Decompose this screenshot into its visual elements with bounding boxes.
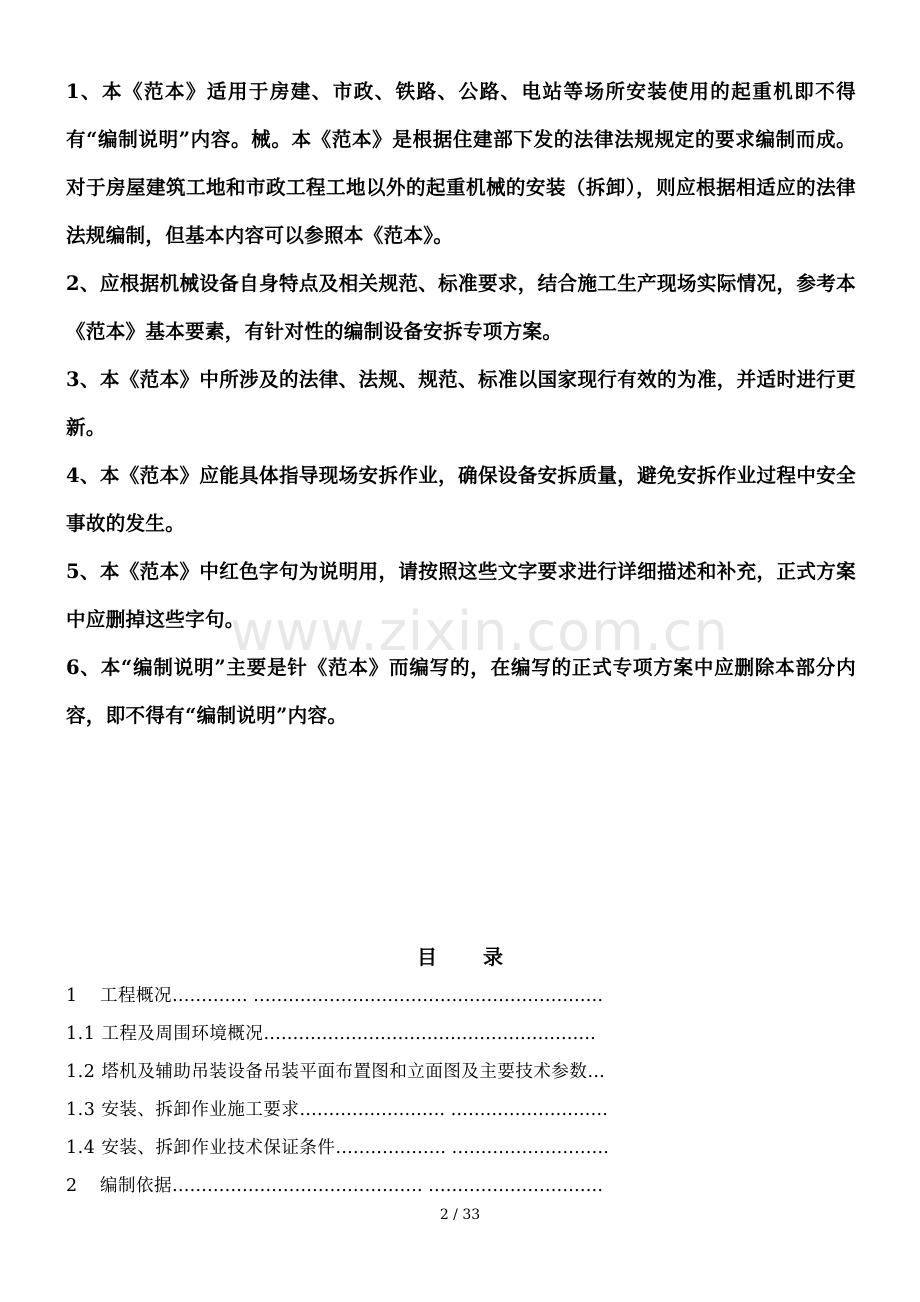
toc-leader-dots: ……………………………………. ………………………… bbox=[172, 1176, 604, 1196]
toc-entry-number: 1.2 bbox=[66, 1062, 96, 1082]
toc-title-right: 录 bbox=[483, 945, 503, 969]
note-paragraph-4: 4、本《范本》应能具体指导现场安拆作业，确保设备安拆质量，避免安拆作业过程中安全事故的发生。 bbox=[66, 464, 856, 535]
toc-entry-number: 1.3 bbox=[66, 1100, 96, 1120]
toc-entry-1-1[interactable] bbox=[66, 1015, 726, 1053]
toc-entry-title: 编制依据 bbox=[100, 1176, 172, 1196]
toc-entry-1-2[interactable] bbox=[66, 1053, 726, 1091]
note-paragraph-6: 6、本“编制说明”主要是针《范本》而编写的，在编写的正式专项方案中应删除本部分内容，即不得有“编制说明”内容。 bbox=[66, 656, 856, 727]
toc-entry-title: 安装、拆卸作业施工要求 bbox=[101, 1100, 300, 1120]
toc-entry-title: 安装、拆卸作业技术保证条件 bbox=[101, 1138, 336, 1158]
page-number: 2 / 33 bbox=[439, 1207, 481, 1223]
toc-entry-1-3[interactable] bbox=[66, 1091, 726, 1129]
table-of-contents bbox=[66, 977, 726, 1205]
compilation-notes bbox=[66, 68, 856, 740]
toc-leader-dots: ………………. ……………………… bbox=[335, 1138, 610, 1158]
toc-entry-number: 1.1 bbox=[66, 1024, 96, 1044]
toc-leader-dots: … bbox=[587, 1062, 605, 1082]
watermark: www.zixin.com.cn bbox=[230, 600, 729, 663]
toc-entry-number: 1.4 bbox=[66, 1138, 96, 1158]
toc-entry-1-4[interactable] bbox=[66, 1129, 726, 1167]
note-paragraph-2: 2、应根据机械设备自身特点及相关规范、标准要求，结合施工生产现场实际情况，参考本《范本》基本要素，有针对性的编制设备安拆专项方案。 bbox=[66, 272, 856, 343]
toc-entry-number: 2 bbox=[66, 1176, 78, 1196]
toc-leader-dots: ……………………. ……………………… bbox=[299, 1100, 609, 1120]
toc-entry-title: 工程及周围环境概况 bbox=[101, 1024, 264, 1044]
toc-entry-1[interactable] bbox=[66, 977, 726, 1015]
toc-entry-title: 塔机及辅助吊装设备吊装平面布置图和立面图及主要技术参数 bbox=[101, 1062, 588, 1082]
toc-entry-number: 1 bbox=[66, 986, 78, 1006]
note-paragraph-5: 5、本《范本》中红色字句为说明用，请按照这些文字要求进行详细描述和补充，正式方案中应删掉这些字句。 bbox=[66, 560, 856, 631]
toc-entry-title: 工程概况 bbox=[100, 986, 172, 1006]
toc-title bbox=[0, 940, 920, 974]
note-paragraph-1: 1、本《范本》适用于房建、市政、铁路、公路、电站等场所安装使用的起重机即不得有“编制说明”内容。械。本《范本》是根据住建部下发的法律法规规定的要求编制而成。对于房屋建筑工地和市政工程工地以外的起重机械的安装（拆卸），则应根据相适应的法律法规编制，但基本内容可以参照本《范本》。 bbox=[66, 80, 856, 247]
toc-leader-dots: ………………………………………………… bbox=[263, 1024, 596, 1044]
toc-leader-dots: …………. …………………………………………………… bbox=[172, 986, 604, 1006]
note-paragraph-3: 3、本《范本》中所涉及的法律、法规、规范、标准以国家现行有效的为准，并适时进行更新。 bbox=[66, 368, 856, 439]
toc-entry-2[interactable] bbox=[66, 1167, 726, 1205]
toc-title-left: 目 bbox=[417, 945, 437, 969]
